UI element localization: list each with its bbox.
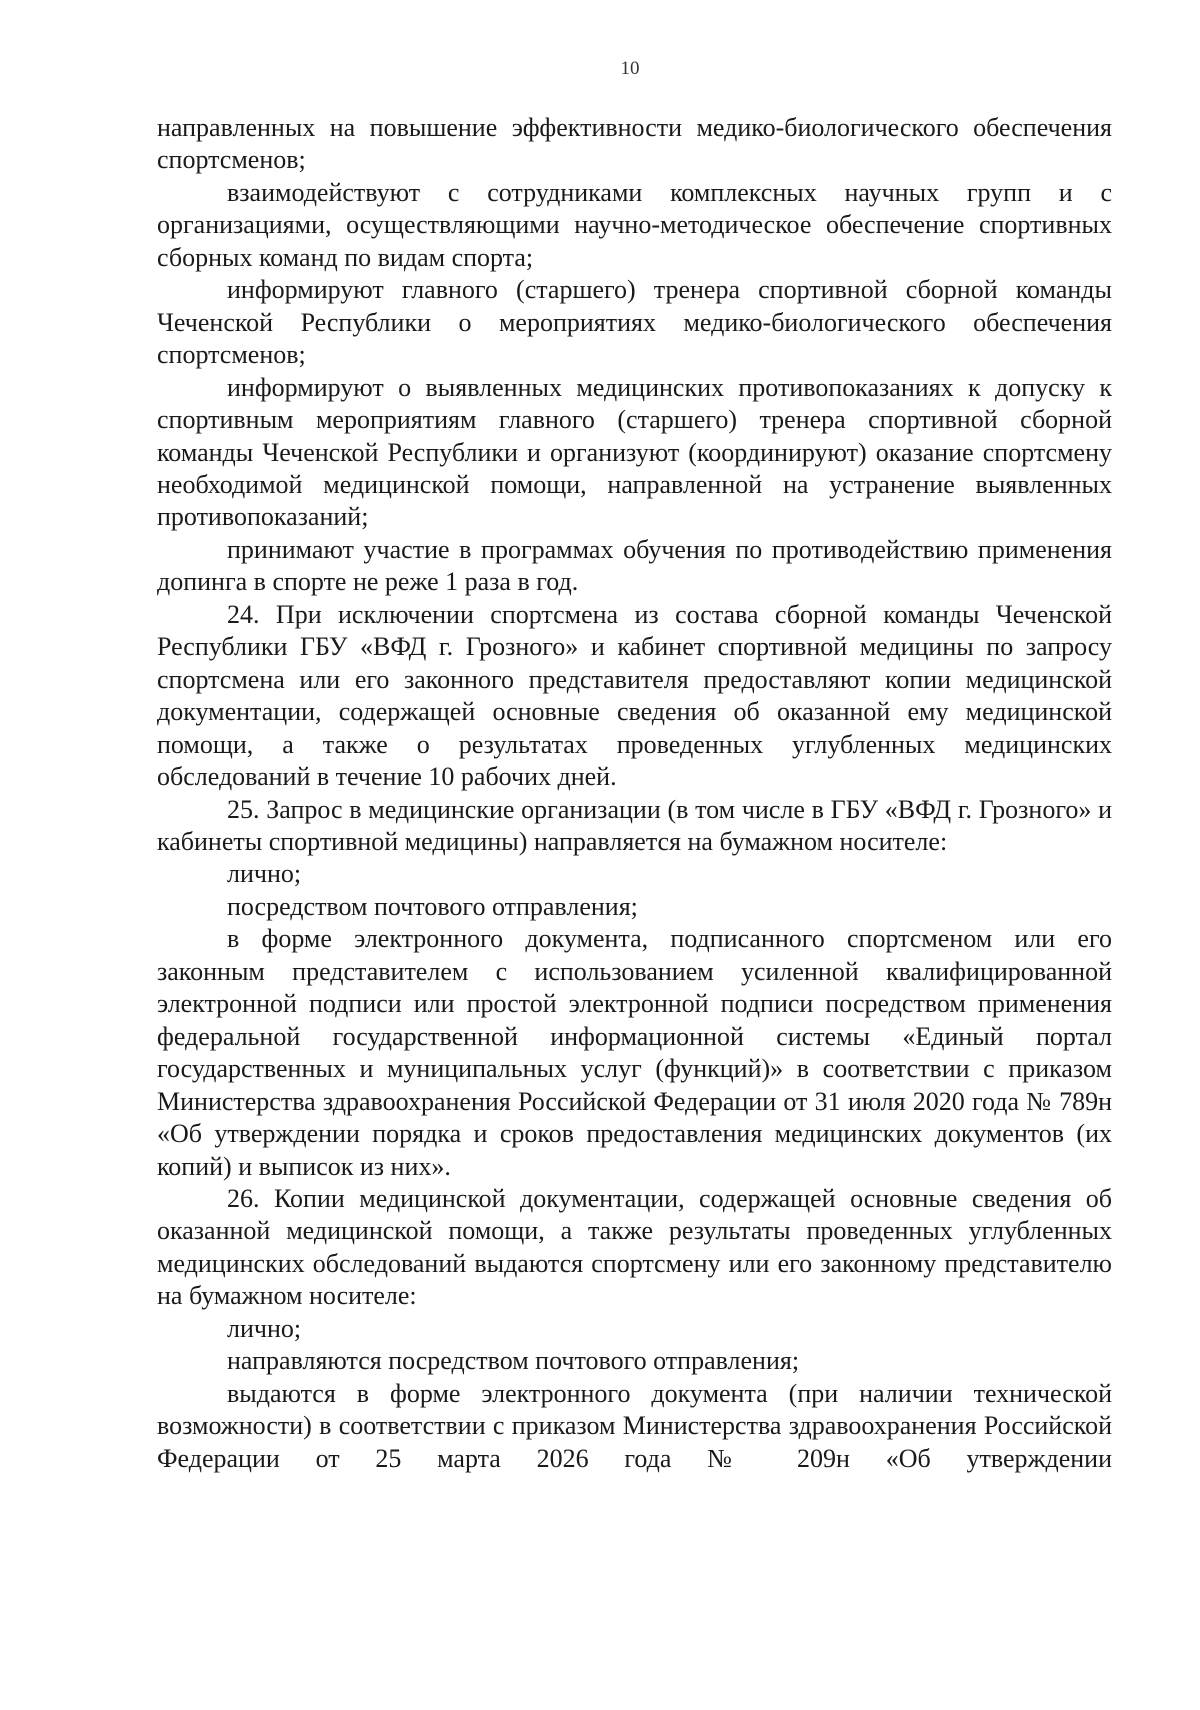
page-number: 10 — [620, 58, 640, 79]
paragraph-1: направленных на повышение эффективности медико-биологического обеспечения спортсменов; — [157, 113, 1112, 175]
paragraph-12: направляются посредством почтового отправления; — [227, 1346, 800, 1376]
paragraph-7: лично; — [227, 859, 302, 889]
paragraph-8: посредством почтового отправления; — [227, 891, 638, 921]
paragraph-2: взаимодействуют с сотрудниками комплексных научных групп и с организациями, осуществляющими научно-методическое обеспечение спортивных сборных команд по видам спорта; — [157, 177, 1112, 272]
paragraph-item-26: 26. Копии медицинской документации, содержащей основные сведения об оказанной медицинской помощи, а также результаты проведенных углубленных медицинских обследований выдаются спортсмену или его законному представителю на бумажном носителе: — [157, 1183, 1112, 1311]
paragraph-9: в форме электронного документа, подписанного спортсменом или его законным представителем с использованием усиленной квалифицированной электронной подписи или простой электронной подписи посредством применения федеральной государственной информационной системы «Единый портал государственных и муниципальных услуг (функций)» в соответствии с приказом Министерства здравоохранения Российской Федерации от 31 июля 2020 года № 789н «Об утверждении порядка и сроков предоставления медицинских документов (их копий) и выписок из них». — [157, 924, 1112, 1181]
paragraph-3: информируют главного (старшего) тренера спортивной сборной команды Чеченской Республики о мероприятиях медико-биологического обеспечения спортсменов; — [157, 275, 1112, 370]
paragraph-item-24: 24. При исключении спортсмена из состава сборной команды Чеченской Республики ГБУ «ВФД г. Грозного» и кабинет спортивной медицины по запросу спортсмена или его законного представителя предоставляют копии медицинской документации, содержащей основные сведения об оказанной ему медицинской помощи, а также о результатах проведенных углубленных медицинских обследований в течение 10 рабочих дней. — [157, 599, 1112, 792]
paragraph-4: информируют о выявленных медицинских противопоказаниях к допуску к спортивным мероприятиям главного (старшего) тренера спортивной сборной команды Чеченской Республики и организуют (координируют) оказание спортсмену необходимой медицинской помощи, направленной на устранение выявленных противопоказаний; — [157, 372, 1112, 532]
paragraph-11: лично; — [227, 1313, 302, 1343]
paragraph-13: выдаются в форме электронного документа (при наличии технической возможности) в соответствии с приказом Министерства здравоохранения Российской Федерации от 25 марта 2026 года № 209н «Об утверждении — [157, 1378, 1112, 1473]
document-body — [157, 112, 1112, 1475]
paragraph-5: принимают участие в программах обучения по противодействию применения допинга в спорте не реже 1 раза в год. — [157, 534, 1112, 597]
paragraph-item-25: 25. Запрос в медицинские организации (в том числе в ГБУ «ВФД г. Грозного» и кабинеты спортивной медицины) направляется на бумажном носителе: — [157, 794, 1112, 856]
